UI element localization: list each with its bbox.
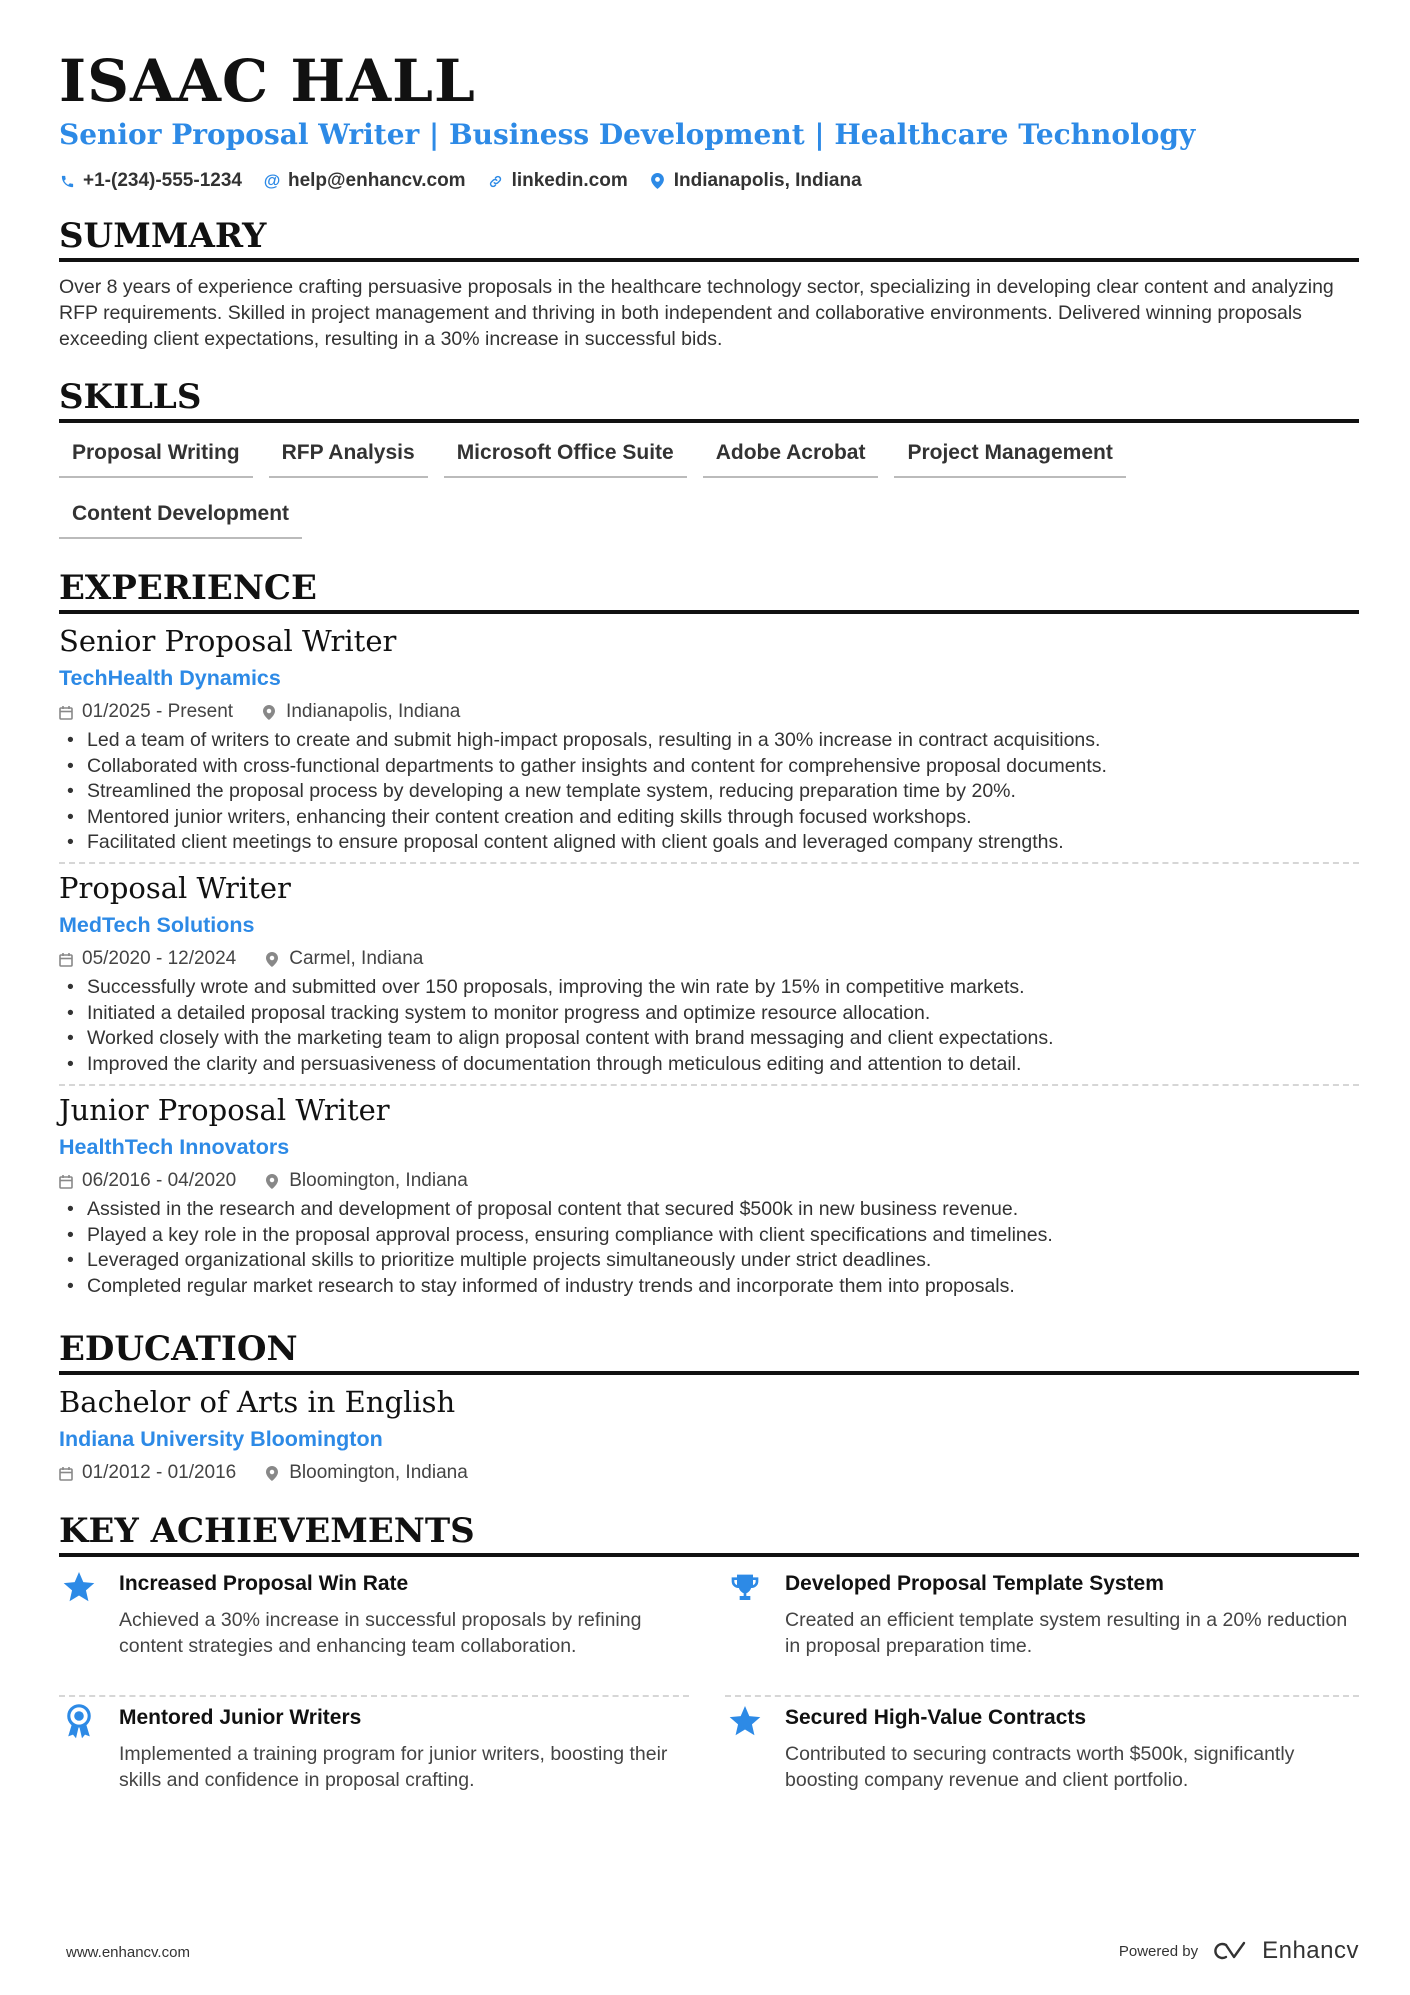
job-title: Junior Proposal Writer (59, 1093, 390, 1127)
location-icon (263, 705, 278, 720)
location-icon (266, 1174, 281, 1189)
calendar-icon (59, 952, 74, 967)
list-item: • Assisted in the research and development of proposal content that secured $500k in new business revenue. (59, 1197, 1359, 1223)
star-icon (59, 1568, 99, 1608)
job-location: Bloomington, Indiana (289, 1170, 468, 1191)
job-bullets (59, 975, 1359, 1077)
summary-text: Over 8 years of experience crafting persuasive proposals in the healthcare technology sector, specializing in developing clear content and analyzing RFP requirements. Skilled in project management and thriving in both independent and collaborative environments. Delivered winning proposals exceeding client expectations, resulting in a 30% increase in successful bids. (59, 276, 1334, 350)
company-name: MedTech Solutions (59, 913, 255, 937)
degree-title: Bachelor of Arts in English (59, 1385, 456, 1419)
job-bullets (59, 728, 1359, 856)
divider (59, 1695, 689, 1697)
experience-heading: EXPERIENCE (59, 569, 1359, 614)
skill-tag: Adobe Acrobat (703, 430, 879, 478)
footer-website[interactable]: www.enhancv.com (66, 1944, 190, 1961)
list-item: • Mentored junior writers, enhancing their content creation and editing skills through focused workshops. (59, 805, 1359, 831)
education-dates: 01/2012 - 01/2016 (82, 1462, 237, 1483)
summary-heading: SUMMARY (59, 217, 1359, 262)
job-location: Indianapolis, Indiana (286, 701, 461, 722)
divider (725, 1695, 1359, 1697)
job-meta (59, 1170, 468, 1192)
list-item: • Collaborated with cross-functional departments to gather insights and content for comprehensive proposal documents. (59, 754, 1359, 780)
phone-text: +1-(234)-555-1234 (83, 170, 242, 191)
achievement-title: Developed Proposal Template System (785, 1572, 1164, 1595)
achievements-heading: KEY ACHIEVEMENTS (59, 1512, 1359, 1557)
at-icon: @ (263, 171, 281, 190)
school-name: Indiana University Bloomington (59, 1427, 383, 1451)
education-location: Bloomington, Indiana (289, 1462, 468, 1483)
skill-tag: Content Development (59, 491, 302, 539)
achievement-title: Secured High-Value Contracts (785, 1706, 1087, 1729)
list-item: • Completed regular market research to stay informed of industry trends and incorporate them into proposals. (59, 1274, 1359, 1300)
list-item: • Facilitated client meetings to ensure proposal content aligned with client goals and leveraged company strengths. (59, 830, 1359, 856)
phone-icon (59, 173, 75, 189)
list-item: • Initiated a detailed proposal tracking system to monitor progress and optimize resource allocation. (59, 1001, 1359, 1027)
contact-phone[interactable] (59, 170, 242, 192)
job-title: Proposal Writer (59, 871, 291, 905)
link-icon (488, 173, 504, 189)
calendar-icon (59, 1466, 74, 1481)
achievement-title: Mentored Junior Writers (119, 1706, 362, 1729)
location-icon (266, 952, 281, 967)
skill-tag: Microsoft Office Suite (444, 430, 687, 478)
location-icon (650, 173, 666, 189)
list-item: • Played a key role in the proposal approval process, ensuring compliance with client specifications and timelines. (59, 1223, 1359, 1249)
job-title: Senior Proposal Writer (59, 624, 397, 658)
job-location: Carmel, Indiana (289, 948, 424, 969)
job-bullets (59, 1197, 1359, 1299)
skill-tag: RFP Analysis (269, 430, 428, 478)
location-icon (266, 1466, 281, 1481)
list-item: • Successfully wrote and submitted over 150 proposals, improving the win rate by 15% in competitive markets. (59, 975, 1359, 1001)
job-dates: 05/2020 - 12/2024 (82, 948, 237, 969)
achievement-text: Achieved a 30% increase in successful proposals by refining content strategies and enhancing team collaboration. (119, 1609, 642, 1657)
achievement-text: Contributed to securing contracts worth $500k, significantly boosting company revenue and client portfolio. (785, 1743, 1295, 1791)
achievement-text: Implemented a training program for junior writers, boosting their skills and confidence in proposal crafting. (119, 1743, 668, 1791)
footer-branding (1119, 1937, 1359, 1965)
education-meta (59, 1462, 468, 1484)
linkedin-text: linkedin.com (511, 170, 628, 191)
medal-icon (59, 1702, 99, 1742)
list-item: • Streamlined the proposal process by developing a new template system, reducing preparation time by 20%. (59, 779, 1359, 805)
divider (59, 862, 1359, 864)
achievement-text: Created an efficient template system resulting in a 20% reduction in proposal preparation time. (785, 1609, 1348, 1657)
job-dates: 06/2016 - 04/2020 (82, 1170, 237, 1191)
divider (59, 1084, 1359, 1086)
candidate-name: ISAAC HALL (59, 47, 476, 115)
contact-email[interactable] (264, 170, 466, 192)
company-name: TechHealth Dynamics (59, 666, 281, 690)
enhancv-logo-icon (1210, 1939, 1256, 1963)
education-heading: EDUCATION (59, 1330, 1359, 1375)
list-item: • Worked closely with the marketing team to align proposal content with brand messaging and client expectations. (59, 1026, 1359, 1052)
skill-tag: Project Management (894, 430, 1125, 478)
contact-linkedin[interactable] (488, 170, 628, 192)
calendar-icon (59, 1174, 74, 1189)
contact-row (59, 170, 862, 192)
job-meta (59, 701, 460, 723)
skill-tag: Proposal Writing (59, 430, 253, 478)
trophy-icon (725, 1568, 765, 1608)
resume-page (59, 0, 1359, 1995)
company-name: HealthTech Innovators (59, 1135, 290, 1159)
skills-heading: SKILLS (59, 378, 1359, 423)
location-text: Indianapolis, Indiana (673, 170, 862, 191)
list-item: • Improved the clarity and persuasiveness of documentation through meticulous editing and attention to detail. (59, 1052, 1359, 1078)
calendar-icon (59, 705, 74, 720)
skills-list (59, 430, 1359, 539)
headline: Senior Proposal Writer | Business Development | Healthcare Technology (59, 118, 1196, 151)
achievement-title: Increased Proposal Win Rate (119, 1572, 409, 1595)
brand-logo[interactable] (1210, 1937, 1359, 1965)
brand-name: Enhancv (1262, 1937, 1359, 1964)
powered-by-label: Powered by (1118, 1942, 1199, 1960)
star-icon (725, 1702, 765, 1742)
list-item: • Leveraged organizational skills to prioritize multiple projects simultaneously under strict deadlines. (59, 1248, 1359, 1274)
email-text: help@enhancv.com (287, 170, 466, 191)
list-item: • Led a team of writers to create and submit high-impact proposals, resulting in a 30% increase in contract acquisitions. (59, 728, 1359, 754)
job-meta (59, 948, 423, 970)
job-dates: 01/2025 - Present (82, 701, 234, 722)
contact-location (650, 170, 862, 192)
